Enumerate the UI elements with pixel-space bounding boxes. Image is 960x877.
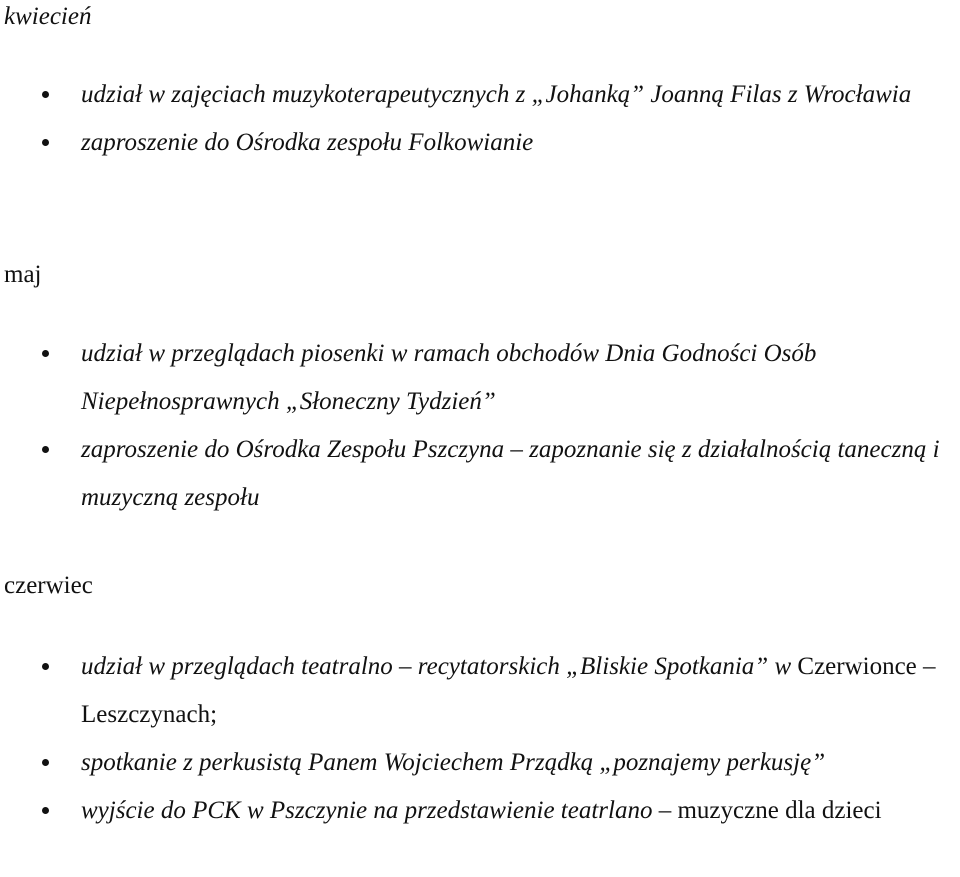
month-heading-june: czerwiec — [4, 572, 93, 599]
list-item-text: wyjście do PCK w Pszczynie na przedstawienie teatrlano – — [81, 797, 672, 824]
bullet-icon — [42, 350, 49, 357]
list-may — [0, 330, 960, 522]
list-item-text: spotkanie z perkusistą Panem Wojciechem Prządką „poznajemy perkusję” — [81, 749, 826, 776]
list-item-text: udział w zajęciach muzykoterapeutycznych z „Johanką” Joanną Filas z Wrocławia — [81, 81, 912, 108]
list-item — [0, 787, 960, 835]
list-item — [0, 643, 960, 739]
list-item-text-upright: muzyczne dla dzieci — [677, 797, 882, 824]
list-item-text: zaproszenie do Ośrodka Zespołu Pszczyna – zapoznanie się z działalnością taneczną i muzyczną zespołu — [81, 436, 940, 511]
bullet-icon — [42, 663, 49, 670]
list-item — [0, 330, 960, 426]
list-item — [0, 739, 960, 787]
list-item — [0, 426, 960, 522]
month-heading-may: maj — [4, 261, 42, 288]
bullet-icon — [42, 91, 49, 98]
list-june — [0, 643, 960, 835]
list-april — [0, 71, 960, 167]
bullet-icon — [42, 446, 49, 453]
bullet-icon — [42, 759, 49, 766]
list-item-text: udział w przeglądach teatralno – recytatorskich „Bliskie Spotkania” w — [81, 653, 792, 680]
bullet-icon — [42, 807, 49, 814]
list-item-text: zaproszenie do Ośrodka zespołu Folkowianie — [81, 129, 534, 156]
list-item-text-upright: Czerwionce – Leszczynach; — [81, 653, 936, 728]
list-item — [0, 71, 960, 119]
bullet-icon — [42, 139, 49, 146]
list-item-text: udział w przeglądach piosenki w ramach obchodów Dnia Godności Osób Niepełnosprawnych „Słoneczny Tydzień” — [81, 340, 817, 415]
month-heading-april: kwiecień — [4, 3, 92, 30]
list-item — [0, 119, 960, 167]
